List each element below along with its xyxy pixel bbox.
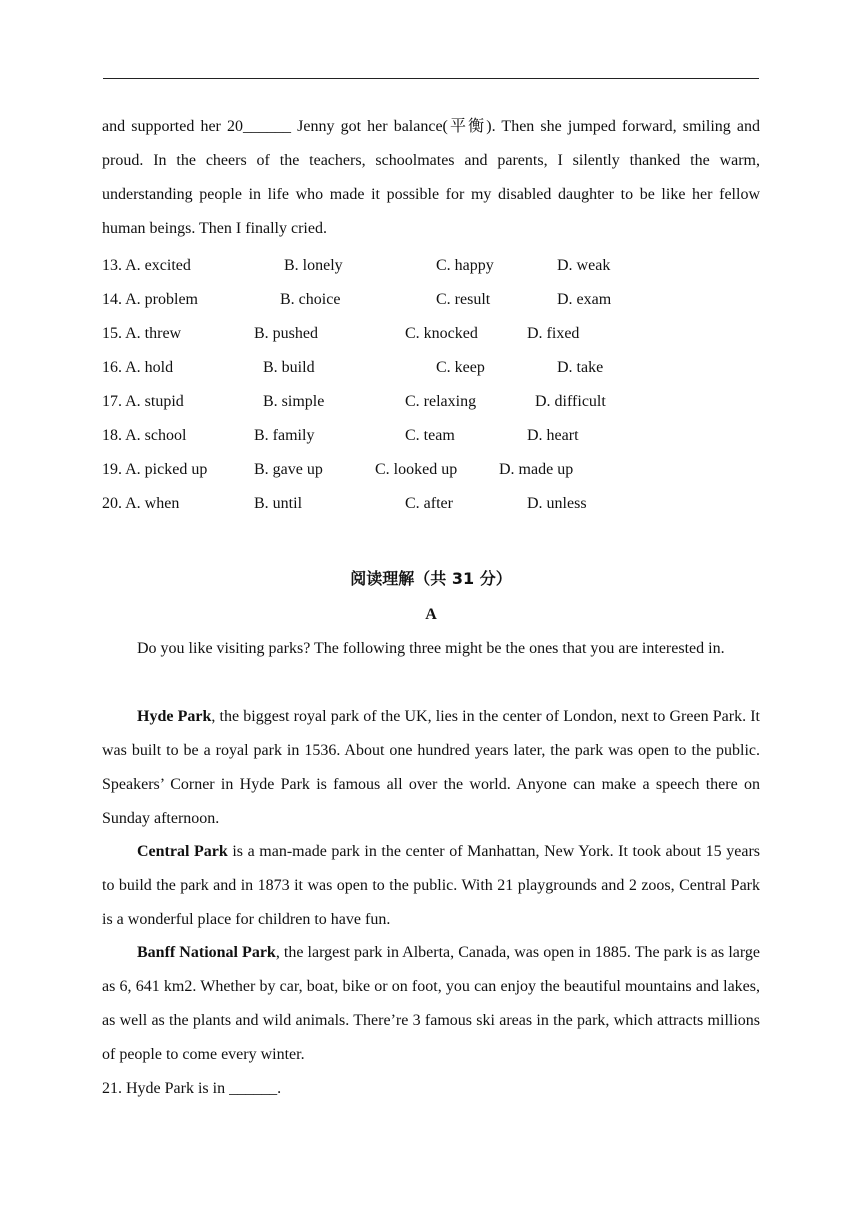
- option-c: C. happy: [436, 257, 494, 274]
- option-a: 19. A. picked up: [102, 461, 208, 478]
- option-d: D. unless: [527, 495, 587, 512]
- option-c: C. looked up: [375, 461, 458, 478]
- option-c: C. knocked: [405, 325, 478, 342]
- header-rule: [103, 78, 759, 79]
- section-title: 阅读理解（共 31 分）: [350, 569, 512, 588]
- cloze-paragraph-end: and supported her 20______ Jenny got her balance(平衡). Then she jumped forward, smiling and proud. In the cheers of the teachers, schoolmates and parents, I silently thanked the warm, understanding people in life who made it possible for my disabled daughter to be like her fellow human beings. Then I finally cried.: [102, 118, 760, 237]
- option-b: B. until: [254, 495, 303, 512]
- passage-letter: A: [425, 606, 437, 623]
- option-d: D. exam: [557, 291, 612, 308]
- option-b: B. lonely: [284, 257, 343, 274]
- option-c: C. team: [405, 427, 455, 444]
- option-d: D. fixed: [527, 325, 580, 342]
- option-a: 17. A. stupid: [102, 393, 184, 410]
- park-name: Hyde Park: [137, 708, 212, 725]
- option-c: C. after: [405, 495, 453, 512]
- option-b: B. family: [254, 427, 315, 444]
- option-b: B. build: [263, 359, 315, 376]
- park-description: , the largest park in Alberta, Canada, was open in 1885. The park is as large as 6, 641 km2. Whether by car, boat, bike or on foot, you can enjoy the beautiful mountains and lakes, as well as the plants and wild animals. There’re 3 famous ski areas in the park, which attracts millions of people to come every winter.: [102, 944, 761, 1063]
- option-c: C. relaxing: [405, 393, 477, 410]
- option-a: 15. A. threw: [102, 325, 182, 342]
- option-a: 18. A. school: [102, 427, 187, 444]
- option-b: B. pushed: [254, 325, 318, 342]
- option-c: C. result: [436, 291, 491, 308]
- option-a: 20. A. when: [102, 495, 180, 512]
- option-b: B. choice: [280, 291, 341, 308]
- option-d: D. take: [557, 359, 604, 376]
- option-b: B. gave up: [254, 461, 323, 478]
- option-d: D. made up: [499, 461, 574, 478]
- option-d: D. heart: [527, 427, 579, 444]
- park-description: , the biggest royal park of the UK, lies in the center of London, next to Green Park. It was built to be a royal park in 1536. About one hundred years later, the park was open to the public. Speakers’ Corner in Hyde Park is famous all over the world. Anyone can make a speech there on Sunday afternoon.: [102, 708, 761, 827]
- park-paragraph-hyde: [102, 700, 760, 836]
- option-a: 13. A. excited: [102, 257, 191, 274]
- park-paragraph-central: [102, 835, 760, 937]
- option-d: D. weak: [557, 257, 611, 274]
- passage-intro: Do you like visiting parks? The following three might be the ones that you are interested in.: [137, 640, 725, 657]
- option-a: 14. A. problem: [102, 291, 198, 308]
- question-21: 21. Hyde Park is in ______.: [102, 1080, 282, 1097]
- park-paragraph-banff: [102, 936, 760, 1072]
- park-name: Central Park: [137, 843, 228, 860]
- option-d: D. difficult: [535, 393, 606, 410]
- option-b: B. simple: [263, 393, 325, 410]
- park-description: is a man-made park in the center of Manhattan, New York. It took about 15 years to build the park and in 1873 it was open to the public. With 21 playgrounds and 2 zoos, Central Park is a wonderful place for children to have fun.: [102, 843, 760, 928]
- park-name: Banff National Park: [137, 944, 276, 961]
- option-a: 16. A. hold: [102, 359, 174, 376]
- option-c: C. keep: [436, 359, 485, 376]
